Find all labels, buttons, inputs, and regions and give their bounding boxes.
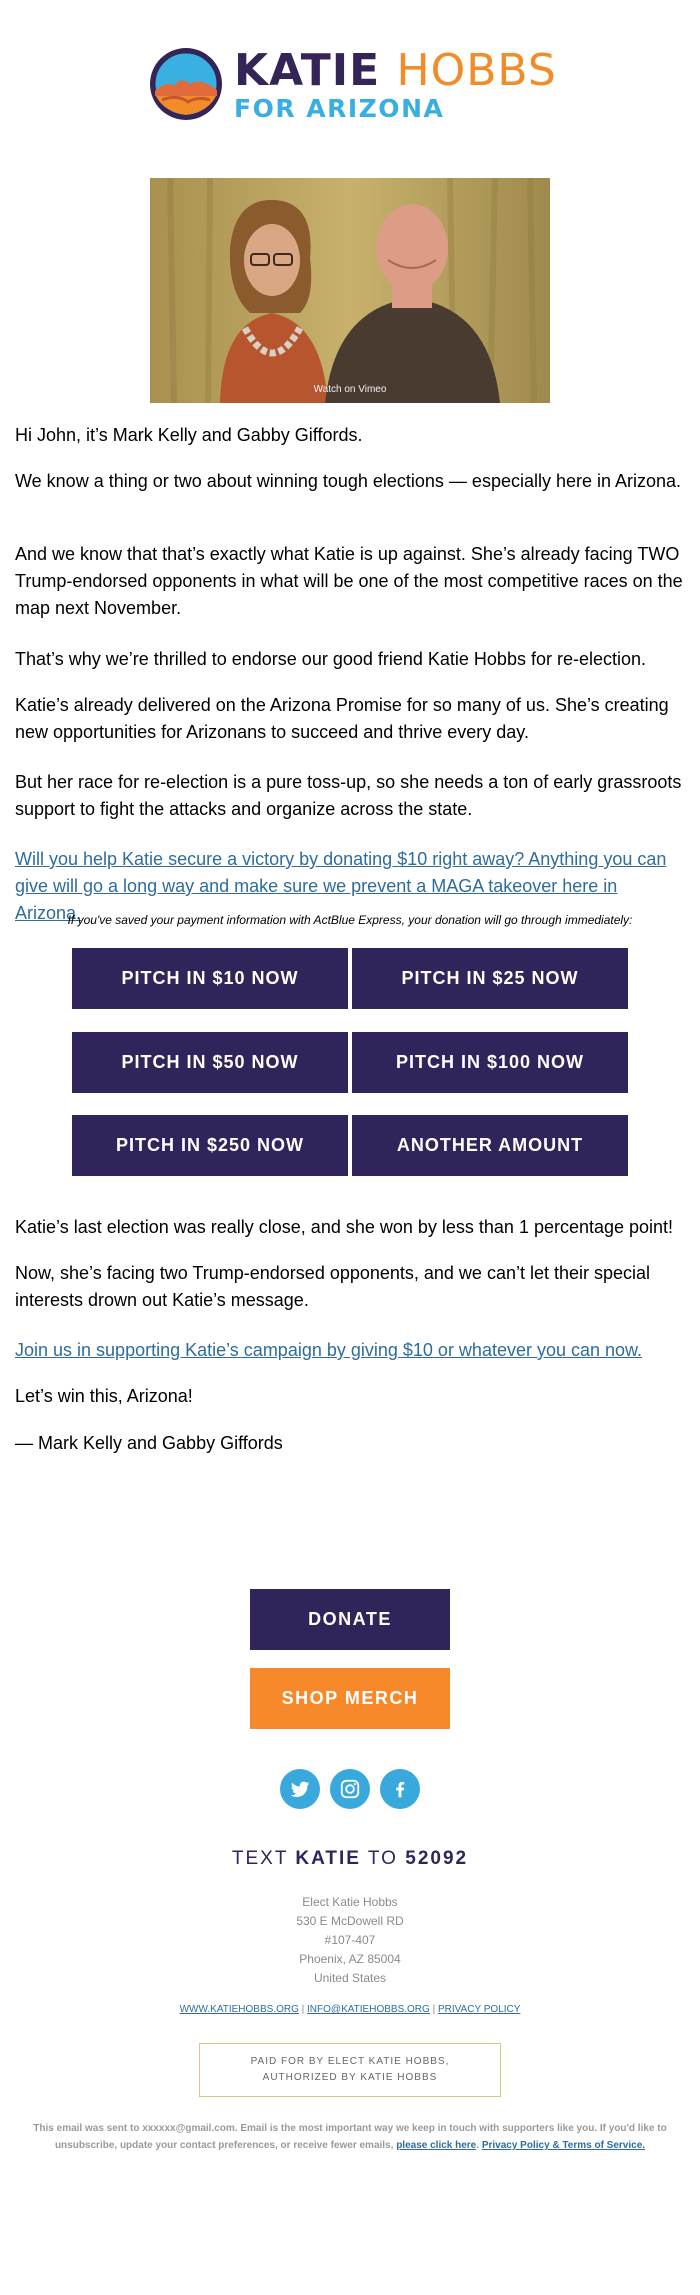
paragraph-3: That’s why we’re thrilled to endorse our good friend Katie Hobbs for re-election. xyxy=(15,649,647,669)
logo-wordmark: KATIE HOBBS xyxy=(234,45,557,96)
actblue-express-note: If you've saved your payment information with ActBlue Express, your donation will go through immediately: xyxy=(67,913,633,927)
campaign-logo xyxy=(148,44,558,126)
shop-merch-button[interactable]: SHOP MERCH xyxy=(250,1668,450,1729)
video-still xyxy=(150,178,550,403)
video-thumbnail[interactable] xyxy=(150,178,550,403)
donate-other-amount-button[interactable]: ANOTHER AMOUNT xyxy=(352,1115,628,1176)
footer-links: WWW.KATIEHOBBS.ORG | INFO@KATIEHOBBS.ORG | PRIVACY POLICY xyxy=(179,2004,521,2015)
donate-10-button[interactable]: PITCH IN $10 NOW xyxy=(72,948,348,1009)
paragraph-1: We know a thing or two about winning tough elections — especially here in Arizona. xyxy=(15,471,682,491)
instagram-icon[interactable] xyxy=(330,1769,370,1809)
donate-100-button[interactable]: PITCH IN $100 NOW xyxy=(352,1032,628,1093)
donate-link-1[interactable]: Will you help Katie secure a victory by donating $10 right away? Anything you can give will go a long way and make sure we prevent a MAGA takeover here in Arizona. xyxy=(15,849,667,923)
paragraph-2: And we know that that’s exactly what Katie is up against. She’s already facing TWO Trump-endorsed opponents in what will be one of the most competitive races on the map next November. xyxy=(15,544,683,618)
arizona-sun-icon xyxy=(148,46,224,122)
paid-for-disclaimer: PAID FOR BY ELECT KATIE HOBBS, AUTHORIZED BY KATIE HOBBS xyxy=(199,2043,501,2097)
website-link[interactable]: WWW.KATIEHOBBS.ORG xyxy=(179,2004,299,2015)
donate-250-button[interactable]: PITCH IN $250 NOW xyxy=(72,1115,348,1176)
paragraph-4: Katie’s already delivered on the Arizona Promise for so many of us. She’s creating new opportunities for Arizonans to succeed and thrive every day. xyxy=(15,695,669,742)
text-signup: TEXT KATIE TO 52092 xyxy=(231,1848,469,1869)
donate-25-button[interactable]: PITCH IN $25 NOW xyxy=(352,948,628,1009)
paragraph-6: Katie’s last election was really close, and she won by less than 1 percentage point! xyxy=(15,1217,674,1237)
logo-tagline: FOR ARIZONA xyxy=(234,94,445,123)
greeting: Hi John, it’s Mark Kelly and Gabby Giffords. xyxy=(15,425,363,445)
donate-link-2[interactable]: Join us in supporting Katie’s campaign by giving $10 or whatever you can now. xyxy=(15,1340,643,1360)
signoff: — Mark Kelly and Gabby Giffords xyxy=(15,1433,283,1453)
paragraph-8: Let’s win this, Arizona! xyxy=(15,1386,193,1406)
privacy-policy-link[interactable]: PRIVACY POLICY xyxy=(437,2004,521,2015)
privacy-terms-link[interactable]: Privacy Policy & Terms of Service. xyxy=(481,2140,646,2151)
unsubscribe-footer: This email was sent to xxxxxx@gmail.com. Email is the most important way we keep in touch with supporters like you. If you'd like to unsubscribe, update your contact preferences, or receive fewer emails, please click here. Privacy Policy & Terms of Service. xyxy=(33,2123,667,2151)
paragraph-7: Now, she’s facing two Trump-endorsed opponents, and we can’t let their special interests drown out Katie’s message. xyxy=(15,1263,651,1310)
email-link[interactable]: INFO@KATIEHOBBS.ORG xyxy=(307,2004,430,2015)
video-caption: Watch on Vimeo xyxy=(313,384,387,395)
paragraph-5: But her race for re-election is a pure toss-up, so she needs a ton of early grassroots support to fight the attacks and organize across the state. xyxy=(15,772,682,819)
donate-50-button[interactable]: PITCH IN $50 NOW xyxy=(72,1032,348,1093)
mailing-address: Elect Katie Hobbs 530 E McDowell RD #107-407 Phoenix, AZ 85004 United States xyxy=(296,1895,404,1985)
donate-button[interactable]: DONATE xyxy=(250,1589,450,1650)
donate-link-2-block xyxy=(15,1337,685,1364)
unsubscribe-link[interactable]: please click here xyxy=(396,2140,477,2151)
twitter-icon[interactable] xyxy=(280,1769,320,1809)
facebook-icon[interactable] xyxy=(380,1769,420,1809)
